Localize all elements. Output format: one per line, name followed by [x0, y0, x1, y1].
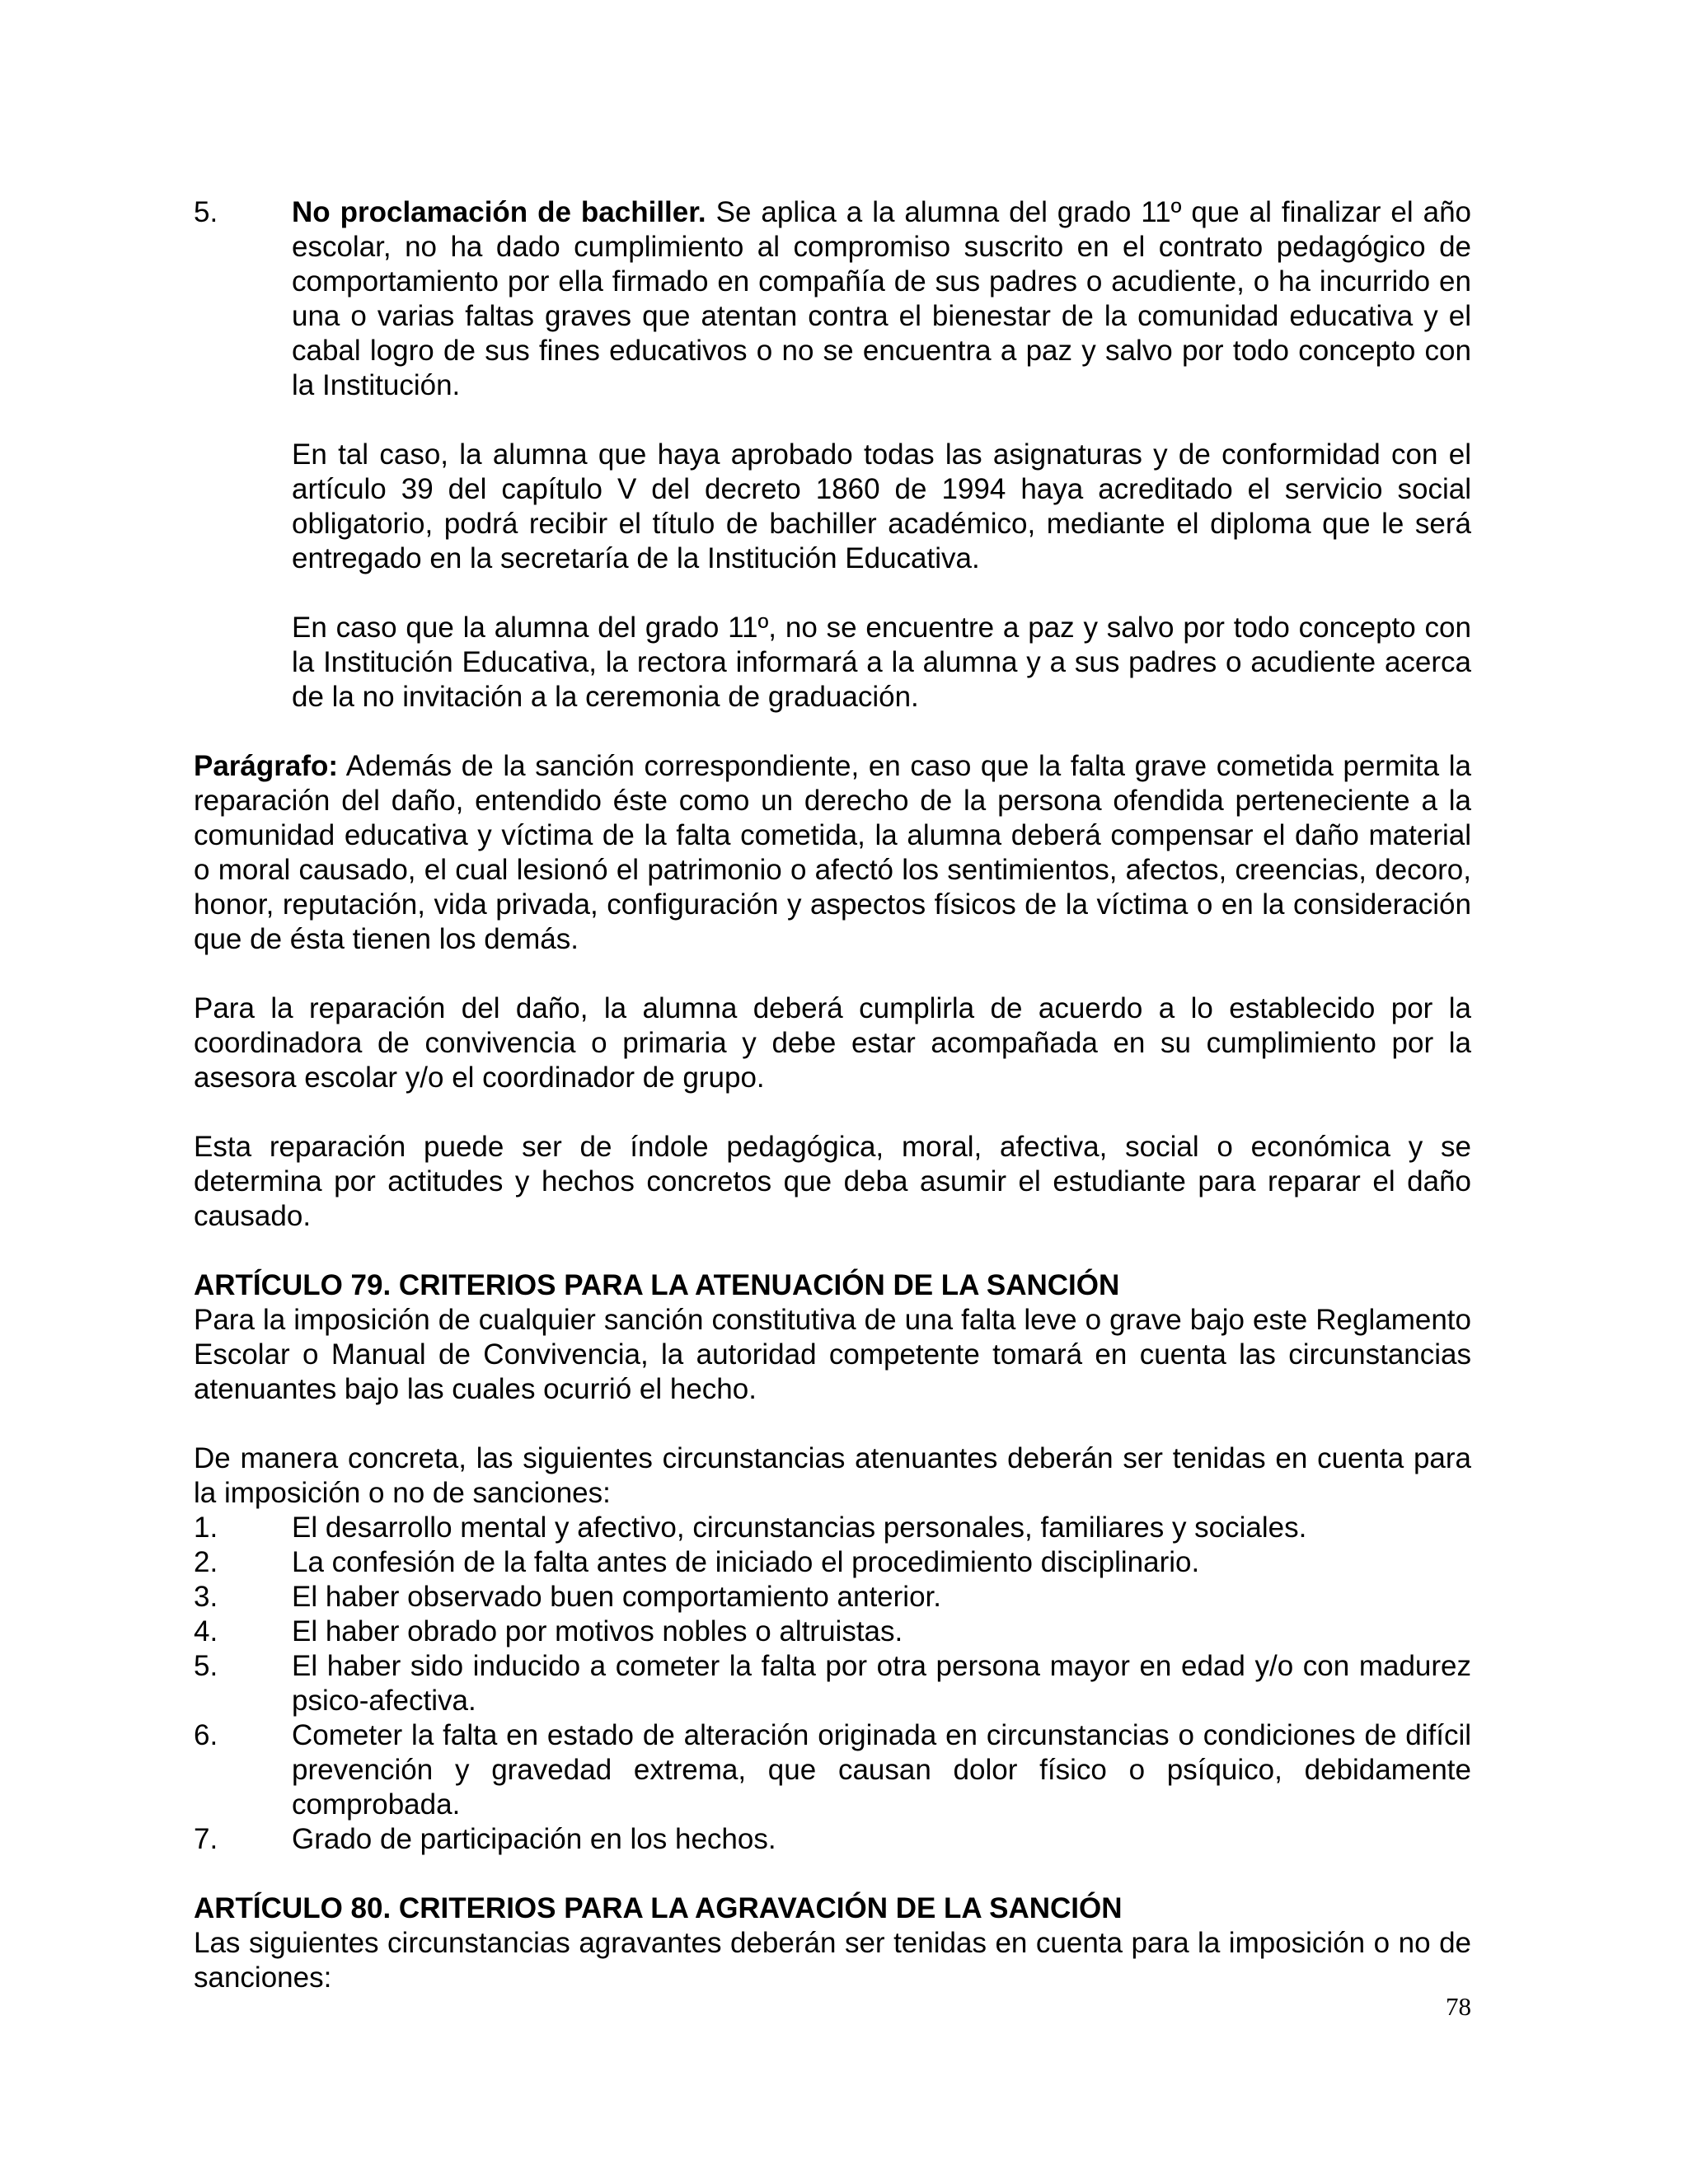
- list-item-text: El haber obrado por motivos nobles o altruistas.: [292, 1615, 903, 1647]
- list-item: [194, 1718, 1471, 1822]
- article-79-lead: De manera concreta, las siguientes circunstancias atenuantes deberán ser tenidas en cuenta para la imposición o no de sanciones:: [194, 1442, 1471, 1509]
- item-title: No proclamación de bachiller.: [292, 196, 706, 228]
- list-item: [194, 1545, 1471, 1580]
- list-item-text: [292, 195, 1471, 403]
- reparacion-paragraph-2: Esta reparación puede ser de índole pedagógica, moral, afectiva, social o económica y se determina por actitudes y hechos concretos que deba asumir el estudiante para reparar el daño causado.: [194, 1131, 1471, 1232]
- list-number: 4.: [194, 1615, 218, 1647]
- list-number: 7.: [194, 1823, 218, 1855]
- list-item-text: El desarrollo mental y afectivo, circunstancias personales, familiares y sociales.: [292, 1511, 1307, 1544]
- paragrafo-text: Además de la sanción correspondiente, en caso que la falta grave cometida permita la reparación del daño, entendido éste como un derecho de la persona ofendida perteneciente a la comunidad educativa y víctima de la falta cometida, la alumna deberá compensar el daño material o moral causado, el cual lesionó el patrimonio o afectó los sentimientos, afectos, creencias, decoro, honor, reputación, vida privada, configuración y aspectos físicos de la víctima o en la consideración que de ésta tienen los demás.: [194, 750, 1471, 955]
- page-number: 78: [1446, 1992, 1471, 2021]
- list-number: 6.: [194, 1719, 218, 1751]
- item5-paragraph-3: En caso que la alumna del grado 11º, no se encuentre a paz y salvo por todo concepto con la Institución Educativa, la rectora informará a la alumna y a sus padres o acudiente acerca de la no invitación a la ceremonia de graduación.: [292, 612, 1471, 713]
- article-80-heading: ARTÍCULO 80. CRITERIOS PARA LA AGRAVACIÓN DE LA SANCIÓN: [194, 1892, 1123, 1924]
- list-item-text: La confesión de la falta antes de iniciado el procedimiento disciplinario.: [292, 1546, 1200, 1578]
- page-content: [194, 195, 1471, 1995]
- article-79-heading: ARTÍCULO 79. CRITERIOS PARA LA ATENUACIÓN DE LA SANCIÓN: [194, 1269, 1120, 1301]
- list-item-text: Grado de participación en los hechos.: [292, 1823, 776, 1855]
- paragrafo-paragraph: [194, 749, 1471, 957]
- list-item: [194, 1511, 1471, 1545]
- list-item-text: El haber observado buen comportamiento anterior.: [292, 1581, 941, 1613]
- list-item: [194, 1615, 1471, 1649]
- list-number: 1.: [194, 1511, 218, 1544]
- item-body: Se aplica a la alumna del grado 11º que al finalizar el año escolar, no ha dado cumplimiento al compromiso suscrito en el contrato pedagógico de comportamiento por ella firmado en compañía de sus padres o acudiente, o ha incurrido en una o varias faltas graves que atentan contra el bienestar de la comunidad educativa y el cabal logro de sus fines educativos o no se encuentra a paz y salvo por todo concepto con la Institución.: [292, 196, 1472, 401]
- list-number: 2.: [194, 1546, 218, 1578]
- list-item-no-proclamacion: [194, 195, 1471, 403]
- paragrafo-label: Parágrafo:: [194, 750, 339, 782]
- list-item-text: Cometer la falta en estado de alteración originada en circunstancias o condiciones de difícil prevención y gravedad extrema, que causan dolor físico o psíquico, debidamente comprobada.: [292, 1719, 1471, 1821]
- article-80-intro: Las siguientes circunstancias agravantes deberán ser tenidas en cuenta para la imposición o no de sanciones:: [194, 1927, 1471, 1994]
- list-number: 3.: [194, 1581, 218, 1613]
- list-number: 5.: [194, 1650, 218, 1682]
- list-number: 5.: [194, 196, 218, 228]
- item5-paragraph-2: En tal caso, la alumna que haya aprobado todas las asignaturas y de conformidad con el artículo 39 del capítulo V del decreto 1860 de 1994 haya acreditado el servicio social obligatorio, podrá recibir el título de bachiller académico, mediante el diploma que le será entregado en la secretaría de la Institución Educativa.: [292, 438, 1471, 574]
- list-item: [194, 1822, 1471, 1857]
- article-79-intro: Para la imposición de cualquier sanción constitutiva de una falta leve o grave bajo este Reglamento Escolar o Manual de Convivencia, la autoridad competente tomará en cuenta las circunstancias atenuantes bajo las cuales ocurrió el hecho.: [194, 1304, 1471, 1405]
- reparacion-paragraph-1: Para la reparación del daño, la alumna deberá cumplirla de acuerdo a lo establecido por la coordinadora de convivencia o primaria y debe estar acompañada en su cumplimiento por la asesora escolar y/o el coordinador de grupo.: [194, 992, 1471, 1094]
- list-item-text: El haber sido inducido a cometer la falta por otra persona mayor en edad y/o con madurez psico-afectiva.: [292, 1650, 1471, 1717]
- list-item: [194, 1580, 1471, 1615]
- list-item: [194, 1649, 1471, 1718]
